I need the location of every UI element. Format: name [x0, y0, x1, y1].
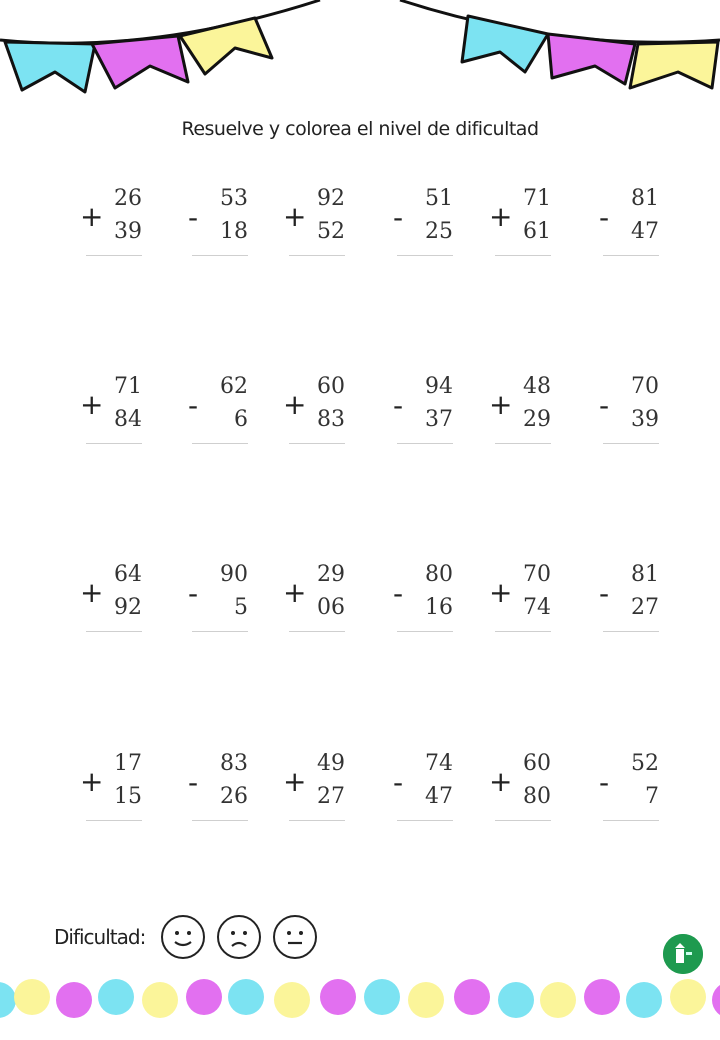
math-problem: [283, 370, 353, 450]
answer-line: [495, 443, 551, 444]
answer-line: [86, 443, 142, 444]
math-problem: [597, 558, 667, 638]
operator: +: [283, 200, 307, 233]
math-problem: [186, 182, 256, 262]
answer-line: [86, 631, 142, 632]
difficulty-rating: [54, 910, 317, 964]
decorative-dot: [274, 982, 310, 1018]
top-number: 49: [317, 751, 345, 776]
top-number: 70: [631, 374, 659, 399]
top-number: 53: [220, 186, 248, 211]
math-problem: [80, 182, 150, 262]
math-problem: [489, 747, 559, 827]
operator: +: [80, 765, 104, 798]
bottom-number: 37: [425, 407, 453, 432]
top-number: 17: [114, 751, 142, 776]
math-problem: [283, 747, 353, 827]
answer-line: [192, 255, 248, 256]
operator: -: [393, 577, 404, 610]
operator: -: [393, 389, 404, 422]
math-problem: [391, 558, 461, 638]
bottom-number: 52: [317, 219, 345, 244]
bottom-number: 61: [523, 219, 551, 244]
answer-line: [192, 820, 248, 821]
answer-line: [603, 443, 659, 444]
math-problem: [80, 558, 150, 638]
math-problem: [597, 182, 667, 262]
top-number: 71: [114, 374, 142, 399]
operator: +: [80, 200, 104, 233]
top-number: 70: [523, 562, 551, 587]
top-number: 81: [631, 186, 659, 211]
bottom-number: 15: [114, 784, 142, 809]
decorative-dot: [626, 982, 662, 1018]
top-number: 62: [220, 374, 248, 399]
bottom-number: 16: [425, 595, 453, 620]
math-problem: [283, 182, 353, 262]
operator: -: [393, 201, 404, 234]
operator: +: [489, 388, 513, 421]
operator: -: [599, 577, 610, 610]
answer-line: [86, 820, 142, 821]
math-problem: [391, 182, 461, 262]
decorative-dot: [186, 979, 222, 1015]
top-number: 60: [523, 751, 551, 776]
bottom-number: 27: [631, 595, 659, 620]
dots-border: [0, 975, 720, 1025]
math-problem: [489, 370, 559, 450]
operator: +: [283, 576, 307, 609]
decorative-dot: [56, 982, 92, 1018]
answer-line: [495, 631, 551, 632]
math-problem: [80, 370, 150, 450]
bottom-number: 5: [234, 595, 248, 620]
answer-line: [495, 820, 551, 821]
answer-line: [86, 255, 142, 256]
operator: -: [393, 766, 404, 799]
answer-line: [603, 255, 659, 256]
decorative-dot: [98, 979, 134, 1015]
bottom-number: 80: [523, 784, 551, 809]
decorative-dot: [540, 982, 576, 1018]
operator: +: [283, 765, 307, 798]
top-number: 94: [425, 374, 453, 399]
decorative-dot: [712, 982, 720, 1018]
decorative-dot: [14, 979, 50, 1015]
answer-line: [397, 255, 453, 256]
bottom-number: 26: [220, 784, 248, 809]
math-problem: [391, 747, 461, 827]
math-problem: [186, 370, 256, 450]
top-number: 29: [317, 562, 345, 587]
worksheet-title: Resuelve y colorea el nivel de dificultad: [181, 118, 539, 140]
bottom-number: 47: [425, 784, 453, 809]
math-problem: [391, 370, 461, 450]
math-problem: [597, 747, 667, 827]
happy-face-icon[interactable]: [161, 915, 205, 959]
bottom-number: 47: [631, 219, 659, 244]
decorative-dot: [584, 979, 620, 1015]
answer-line: [289, 255, 345, 256]
bottom-number: 18: [220, 219, 248, 244]
top-number: 83: [220, 751, 248, 776]
bottom-number: 25: [425, 219, 453, 244]
operator: -: [599, 766, 610, 799]
operator: -: [599, 389, 610, 422]
operator: +: [80, 576, 104, 609]
operator: +: [80, 388, 104, 421]
answer-line: [397, 820, 453, 821]
top-number: 52: [631, 751, 659, 776]
decorative-dot: [454, 979, 490, 1015]
math-problem: [489, 558, 559, 638]
bottom-number: 74: [523, 595, 551, 620]
decorative-dot: [408, 982, 444, 1018]
answer-line: [603, 820, 659, 821]
decorative-dot: [498, 982, 534, 1018]
answer-line: [192, 631, 248, 632]
sad-face-icon[interactable]: [217, 915, 261, 959]
top-number: 64: [114, 562, 142, 587]
answer-line: [192, 443, 248, 444]
answer-line: [495, 255, 551, 256]
operator: +: [489, 765, 513, 798]
decorative-dot: [228, 979, 264, 1015]
math-problem: [80, 747, 150, 827]
operator: -: [188, 577, 199, 610]
bottom-number: 27: [317, 784, 345, 809]
difficulty-label: Dificultad:: [54, 925, 146, 949]
operator: -: [188, 201, 199, 234]
operator: +: [489, 576, 513, 609]
top-number: 26: [114, 186, 142, 211]
bottom-number: 39: [631, 407, 659, 432]
math-problem: [186, 558, 256, 638]
top-number: 60: [317, 374, 345, 399]
operator: -: [188, 766, 199, 799]
bottom-number: 84: [114, 407, 142, 432]
math-problem: [597, 370, 667, 450]
decorative-dot: [364, 979, 400, 1015]
top-number: 90: [220, 562, 248, 587]
answer-line: [397, 631, 453, 632]
operator: -: [599, 201, 610, 234]
bottom-number: 83: [317, 407, 345, 432]
neutral-face-icon[interactable]: [273, 915, 317, 959]
decorative-dot: [0, 982, 16, 1018]
bottom-number: 92: [114, 595, 142, 620]
operator: +: [283, 388, 307, 421]
answer-line: [397, 443, 453, 444]
decorative-dot: [142, 982, 178, 1018]
operator: -: [188, 389, 199, 422]
decorative-dot: [670, 979, 706, 1015]
answer-line: [289, 443, 345, 444]
answer-line: [289, 820, 345, 821]
bottom-number: 06: [317, 595, 345, 620]
decorative-dot: [320, 979, 356, 1015]
bottom-number: 39: [114, 219, 142, 244]
math-problem: [283, 558, 353, 638]
top-number: 81: [631, 562, 659, 587]
bottom-number: 29: [523, 407, 551, 432]
top-number: 51: [425, 186, 453, 211]
answer-line: [603, 631, 659, 632]
answer-line: [289, 631, 345, 632]
math-problem: [186, 747, 256, 827]
top-number: 80: [425, 562, 453, 587]
math-problem: [489, 182, 559, 262]
top-number: 74: [425, 751, 453, 776]
bunting-banner: [0, 0, 720, 100]
top-number: 92: [317, 186, 345, 211]
operator: +: [489, 200, 513, 233]
top-number: 48: [523, 374, 551, 399]
top-number: 71: [523, 186, 551, 211]
pencil-house-logo-icon: [663, 934, 703, 974]
bottom-number: 7: [645, 784, 659, 809]
bottom-number: 6: [234, 407, 248, 432]
bunting-flag: [5, 16, 718, 92]
